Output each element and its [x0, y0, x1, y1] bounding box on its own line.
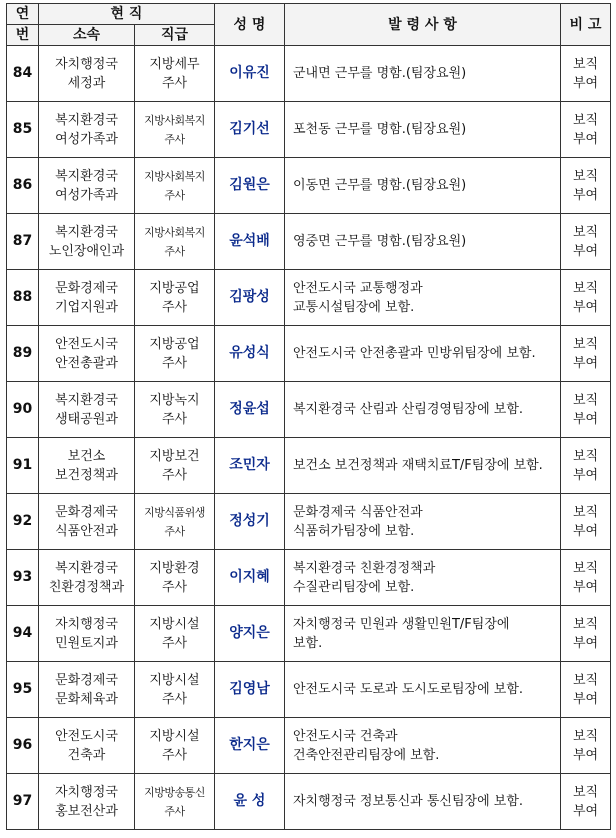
grade-line-2: 주사	[164, 804, 185, 818]
row-appointment	[285, 550, 561, 606]
header-number-top: 연	[7, 4, 39, 25]
row-note	[561, 718, 611, 774]
grade-line-2: 주사	[161, 355, 188, 371]
affiliation-line-2: 여성가족과	[55, 131, 118, 147]
row-number: 94	[7, 606, 39, 662]
row-name: 김팡성	[215, 270, 285, 326]
note-line-2: 부여	[572, 299, 599, 315]
affiliation-line-2: 세정과	[67, 75, 106, 91]
row-name: 윤석배	[215, 214, 285, 270]
note-line-1: 보직	[572, 616, 599, 632]
row-grade	[135, 326, 215, 382]
table-row	[7, 550, 611, 606]
affiliation-line-2: 기업지원과	[55, 299, 118, 315]
table-header	[7, 4, 611, 46]
row-name: 이지혜	[215, 550, 285, 606]
row-grade	[135, 46, 215, 102]
note-line-2: 부여	[572, 131, 599, 147]
row-note	[561, 270, 611, 326]
grade-line-1: 지방방송통신	[144, 785, 205, 799]
affiliation-line-2: 여성가족과	[55, 187, 118, 203]
row-grade	[135, 270, 215, 326]
row-number: 87	[7, 214, 39, 270]
note-line-2: 부여	[572, 747, 599, 763]
row-affiliation	[39, 494, 135, 550]
affiliation-line-2: 친환경정책과	[48, 579, 125, 595]
row-appointment	[285, 214, 561, 270]
grade-line-2: 주사	[164, 188, 185, 202]
row-name: 한지은	[215, 718, 285, 774]
affiliation-line-2: 생태공원과	[55, 411, 118, 427]
appointment-line-1: 보건소 보건정책과 재택치료T/F팀장에 보함.	[293, 458, 543, 473]
row-note	[561, 102, 611, 158]
row-name: 양지은	[215, 606, 285, 662]
appointment-line-1: 복지환경국 친환경정책과	[293, 560, 436, 576]
note-line-2: 부여	[572, 355, 599, 371]
row-grade	[135, 718, 215, 774]
table-row	[7, 438, 611, 494]
row-note	[561, 438, 611, 494]
row-note	[561, 214, 611, 270]
row-number: 95	[7, 662, 39, 718]
grade-line-2: 주사	[161, 635, 188, 651]
note-line-2: 부여	[572, 75, 599, 91]
row-appointment	[285, 438, 561, 494]
affiliation-line-2: 홍보전산과	[55, 803, 118, 819]
row-number: 90	[7, 382, 39, 438]
row-affiliation	[39, 326, 135, 382]
row-note	[561, 326, 611, 382]
row-grade	[135, 662, 215, 718]
row-appointment	[285, 494, 561, 550]
table-row	[7, 102, 611, 158]
appointment-line-1: 자치행정국 정보통신과 통신팀장에 보함.	[293, 794, 524, 809]
affiliation-line-1: 문화경제국	[55, 672, 118, 688]
row-number: 97	[7, 774, 39, 830]
row-grade	[135, 102, 215, 158]
grade-line-2: 주사	[161, 467, 188, 483]
appointment-line-1: 군내면 근무를 명함.(팀장요원)	[293, 66, 467, 81]
grade-line-2: 주사	[161, 579, 188, 595]
row-number: 96	[7, 718, 39, 774]
note-line-1: 보직	[572, 336, 599, 352]
table-body	[7, 46, 611, 830]
grade-line-1: 지방세무	[149, 56, 200, 72]
table-row	[7, 214, 611, 270]
appointment-line-1: 문화경제국 식품안전과	[293, 504, 423, 520]
note-line-1: 보직	[572, 280, 599, 296]
row-name: 정성기	[215, 494, 285, 550]
row-number: 88	[7, 270, 39, 326]
grade-line-1: 지방사회복지	[144, 113, 205, 127]
row-grade	[135, 438, 215, 494]
row-affiliation	[39, 158, 135, 214]
grade-line-1: 지방시설	[149, 616, 200, 632]
note-line-2: 부여	[572, 523, 599, 539]
grade-line-1: 지방녹지	[149, 392, 200, 408]
affiliation-line-1: 문화경제국	[55, 280, 118, 296]
note-line-1: 보직	[572, 224, 599, 240]
table-row	[7, 326, 611, 382]
appointment-line-1: 안전도시국 건축과	[293, 728, 398, 744]
row-grade	[135, 158, 215, 214]
row-grade	[135, 606, 215, 662]
appointment-line-2: 보함.	[293, 635, 323, 651]
grade-line-1: 지방공업	[149, 280, 200, 296]
row-appointment	[285, 270, 561, 326]
row-name: 이유진	[215, 46, 285, 102]
row-name: 유성식	[215, 326, 285, 382]
table-row	[7, 662, 611, 718]
affiliation-line-2: 식품안전과	[55, 523, 118, 539]
row-note	[561, 46, 611, 102]
row-grade	[135, 382, 215, 438]
row-affiliation	[39, 662, 135, 718]
grade-line-2: 주사	[161, 299, 188, 315]
row-affiliation	[39, 270, 135, 326]
note-line-2: 부여	[572, 467, 599, 483]
row-appointment	[285, 606, 561, 662]
affiliation-line-1: 복지환경국	[55, 392, 118, 408]
row-appointment	[285, 326, 561, 382]
header-name: 성 명	[215, 4, 285, 46]
grade-line-2: 주사	[164, 524, 185, 538]
appointment-line-1: 복지환경국 산림과 산림경영팀장에 보함.	[293, 402, 524, 417]
affiliation-line-1: 문화경제국	[55, 504, 118, 520]
row-note	[561, 606, 611, 662]
row-number: 84	[7, 46, 39, 102]
table-row	[7, 270, 611, 326]
affiliation-line-1: 보건소	[67, 448, 106, 464]
grade-line-2: 주사	[161, 75, 188, 91]
grade-line-1: 지방공업	[149, 336, 200, 352]
affiliation-line-1: 복지환경국	[55, 168, 118, 184]
grade-line-2: 주사	[164, 132, 185, 146]
appointment-line-2: 식품허가팀장에 보함.	[293, 523, 415, 539]
grade-line-1: 지방시설	[149, 728, 200, 744]
grade-line-1: 지방사회복지	[144, 225, 205, 239]
affiliation-line-1: 자치행정국	[55, 784, 118, 800]
note-line-2: 부여	[572, 187, 599, 203]
affiliation-line-2: 민원토지과	[55, 635, 118, 651]
row-appointment	[285, 662, 561, 718]
row-name: 김영남	[215, 662, 285, 718]
grade-line-2: 주사	[161, 747, 188, 763]
affiliation-line-2: 안전총괄과	[55, 355, 118, 371]
note-line-1: 보직	[572, 56, 599, 72]
grade-line-2: 주사	[161, 691, 188, 707]
row-name: 윤 성	[215, 774, 285, 830]
note-line-1: 보직	[572, 784, 599, 800]
affiliation-line-1: 복지환경국	[55, 224, 118, 240]
grade-line-1: 지방식품위생	[144, 505, 205, 519]
grade-line-1: 지방보건	[149, 448, 200, 464]
header-current-position: 현 직	[39, 4, 215, 25]
appointment-line-1: 안전도시국 교통행정과	[293, 280, 423, 296]
row-note	[561, 494, 611, 550]
row-grade	[135, 494, 215, 550]
affiliation-line-1: 자치행정국	[55, 616, 118, 632]
note-line-2: 부여	[572, 411, 599, 427]
appointment-line-2: 건축안전관리팀장에 보함.	[293, 747, 440, 763]
note-line-2: 부여	[572, 691, 599, 707]
header-note: 비 고	[561, 4, 611, 46]
header-affiliation: 소속	[39, 25, 135, 46]
row-name: 김원은	[215, 158, 285, 214]
note-line-2: 부여	[572, 803, 599, 819]
grade-line-1: 지방환경	[149, 560, 200, 576]
row-grade	[135, 214, 215, 270]
table-row	[7, 382, 611, 438]
row-number: 91	[7, 438, 39, 494]
header-appointment: 발 령 사 항	[285, 4, 561, 46]
note-line-1: 보직	[572, 448, 599, 464]
row-note	[561, 382, 611, 438]
note-line-1: 보직	[572, 504, 599, 520]
affiliation-line-2: 문화체육과	[55, 691, 118, 707]
appointment-line-2: 수질관리팀장에 보함.	[293, 579, 415, 595]
grade-line-1: 지방시설	[149, 672, 200, 688]
row-note	[561, 662, 611, 718]
row-appointment	[285, 158, 561, 214]
affiliation-line-2: 노인장애인과	[48, 243, 125, 259]
note-line-2: 부여	[572, 635, 599, 651]
appointment-line-1: 이동면 근무를 명함.(팀장요원)	[293, 178, 467, 193]
note-line-2: 부여	[572, 579, 599, 595]
affiliation-line-1: 복지환경국	[55, 112, 118, 128]
appointment-line-1: 안전도시국 도로과 도시도로팀장에 보함.	[293, 682, 524, 697]
affiliation-line-1: 자치행정국	[55, 56, 118, 72]
row-appointment	[285, 718, 561, 774]
affiliation-line-2: 건축과	[67, 747, 106, 763]
note-line-1: 보직	[572, 112, 599, 128]
row-appointment	[285, 774, 561, 830]
personnel-table	[6, 3, 611, 830]
table-row	[7, 606, 611, 662]
note-line-1: 보직	[572, 672, 599, 688]
affiliation-line-1: 안전도시국	[55, 728, 118, 744]
appointment-line-1: 영중면 근무를 명함.(팀장요원)	[293, 234, 467, 249]
row-affiliation	[39, 774, 135, 830]
row-number: 85	[7, 102, 39, 158]
row-appointment	[285, 46, 561, 102]
note-line-1: 보직	[572, 728, 599, 744]
row-note	[561, 774, 611, 830]
table-row	[7, 158, 611, 214]
row-affiliation	[39, 438, 135, 494]
table-row	[7, 494, 611, 550]
row-affiliation	[39, 606, 135, 662]
appointment-line-1: 자치행정국 민원과 생활민원T/F팀장에	[293, 616, 510, 632]
row-name: 김기선	[215, 102, 285, 158]
table-row	[7, 718, 611, 774]
row-affiliation	[39, 214, 135, 270]
row-affiliation	[39, 550, 135, 606]
row-number: 92	[7, 494, 39, 550]
row-appointment	[285, 102, 561, 158]
note-line-1: 보직	[572, 560, 599, 576]
appointment-line-2: 교통시설팀장에 보함.	[293, 299, 415, 315]
note-line-2: 부여	[572, 243, 599, 259]
row-affiliation	[39, 102, 135, 158]
row-name: 조민자	[215, 438, 285, 494]
row-affiliation	[39, 46, 135, 102]
appointment-line-1: 안전도시국 안전총괄과 민방위팀장에 보함.	[293, 346, 536, 361]
grade-line-2: 주사	[161, 411, 188, 427]
grade-line-1: 지방사회복지	[144, 169, 205, 183]
affiliation-line-1: 안전도시국	[55, 336, 118, 352]
row-affiliation	[39, 382, 135, 438]
row-number: 89	[7, 326, 39, 382]
affiliation-line-1: 복지환경국	[55, 560, 118, 576]
row-name: 정윤섭	[215, 382, 285, 438]
row-grade	[135, 550, 215, 606]
grade-line-2: 주사	[164, 244, 185, 258]
appointment-line-1: 포천동 근무를 명함.(팀장요원)	[293, 122, 467, 137]
affiliation-line-2: 보건정책과	[55, 467, 118, 483]
row-grade	[135, 774, 215, 830]
row-note	[561, 158, 611, 214]
row-note	[561, 550, 611, 606]
row-number: 86	[7, 158, 39, 214]
row-number: 93	[7, 550, 39, 606]
header-grade: 직급	[135, 25, 215, 46]
row-affiliation	[39, 718, 135, 774]
table-row	[7, 774, 611, 830]
header-number-bottom: 번	[7, 25, 39, 46]
table-row	[7, 46, 611, 102]
note-line-1: 보직	[572, 392, 599, 408]
note-line-1: 보직	[572, 168, 599, 184]
row-appointment	[285, 382, 561, 438]
